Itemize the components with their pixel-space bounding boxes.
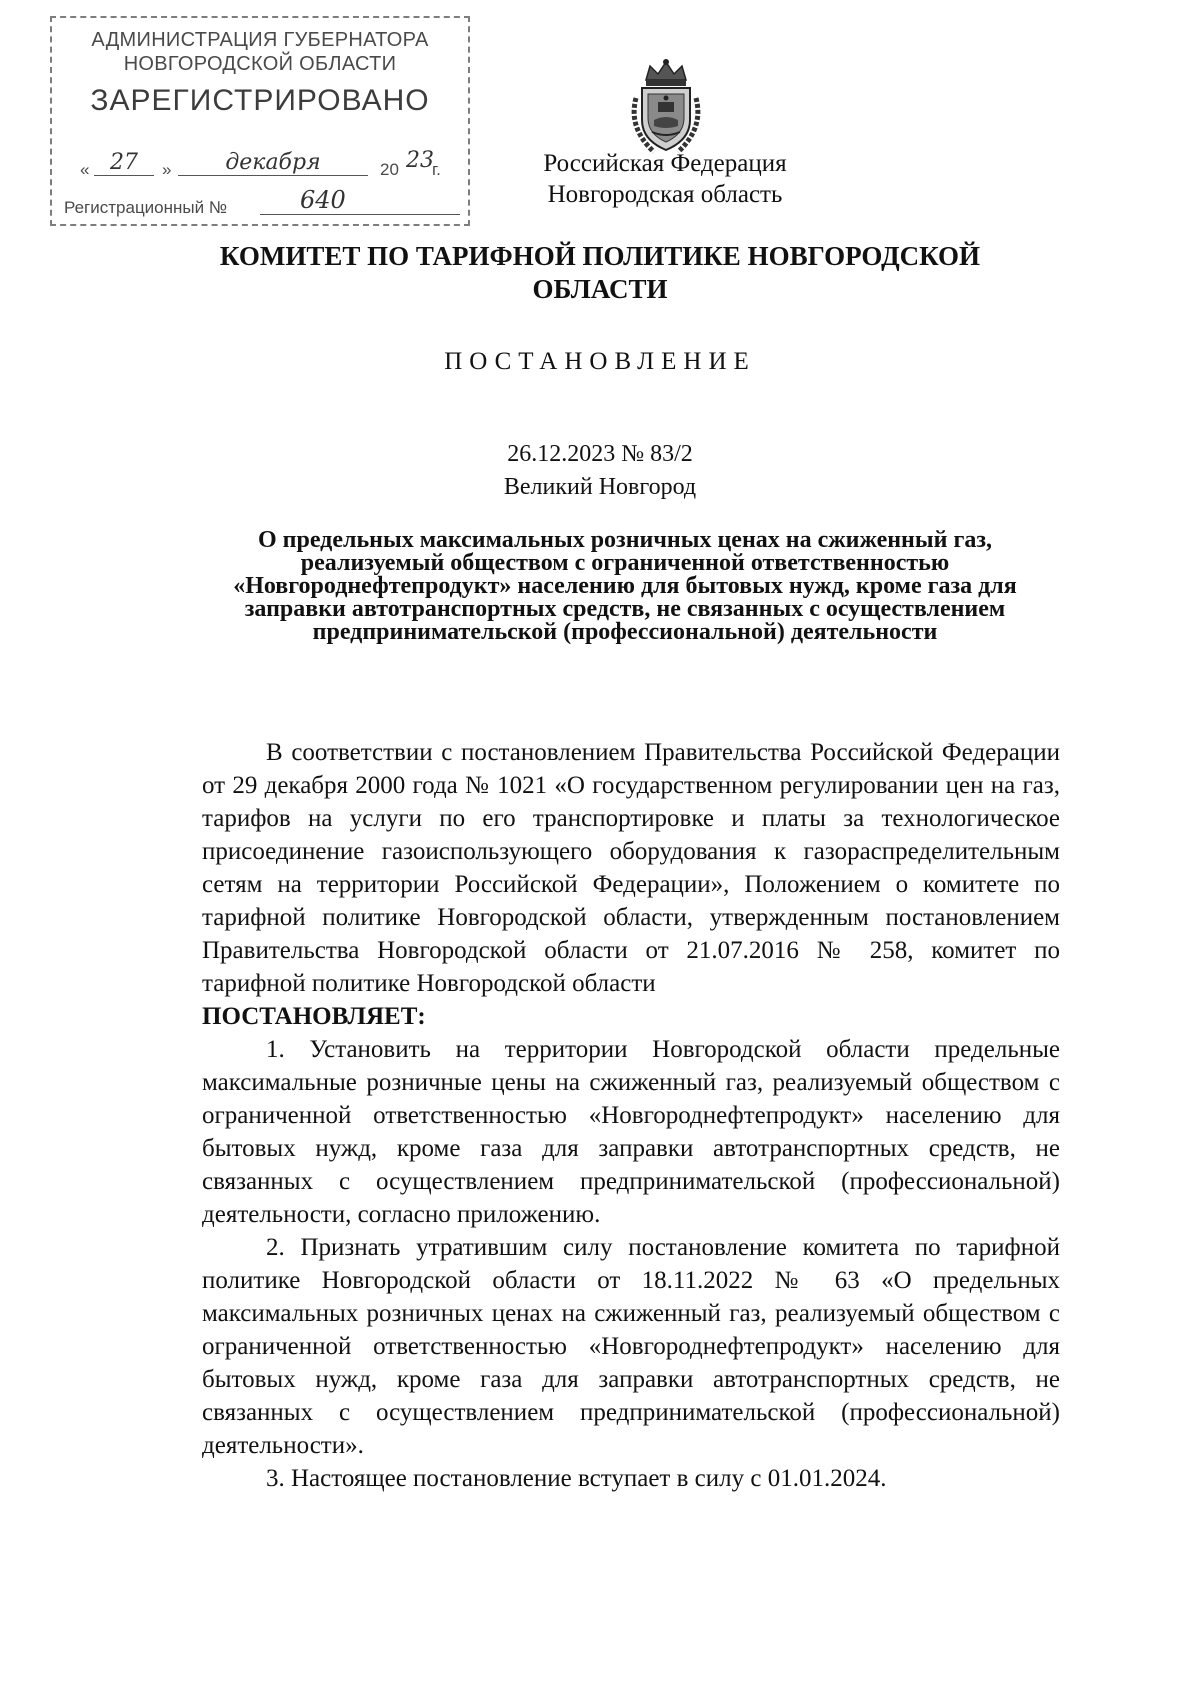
stamp-date <box>80 148 460 188</box>
stamp-year-prefix: 20 <box>380 160 399 179</box>
stamp-year-unit: г. <box>432 160 441 179</box>
stamp-registration-number <box>64 186 346 218</box>
stamp-quote-open: « <box>80 160 90 179</box>
document-type: ПОСТАНОВЛЕНИЕ <box>444 348 756 375</box>
stamp-org-line1: АДМИНИСТРАЦИЯ ГУБЕРНАТОРА <box>91 29 429 51</box>
item-2-paragraph: 2. Признать утратившим силу постановление комитета по тарифной политике Новгородской области от 18.11.2022 № 63 «О предельных максимальных розничных ценах на сжиженный газ, реализуемый обществом с ограниченной ответственностью «Новгороднефтепродукт» населению для бытовых нужд, кроме газа для заправки автотранспортных средств, не связанных с осуществлением предпринимательской (профессиональной) деятельности». <box>202 1234 1060 1459</box>
stamp-reg-number: 640 <box>260 186 460 215</box>
stamp-org-line2: НОВГОРОДСКОЙ ОБЛАСТИ <box>123 53 397 75</box>
stamp-organization <box>52 28 468 76</box>
committee-heading: КОМИТЕТ ПО ТАРИФНОЙ ПОЛИТИКЕ НОВГОРОДСКОЙ ОБЛАСТИ <box>219 241 981 304</box>
document-date-number <box>450 438 750 504</box>
stamp-reg-label: Регистрационный № <box>64 198 228 217</box>
novgorod-coat-of-arms-icon <box>624 58 708 158</box>
region-name: Новгородская область <box>547 181 783 208</box>
stamp-registered: ЗАРЕГИСТРИРОВАНО <box>90 84 430 117</box>
issue-city: Великий Новгород <box>503 474 697 500</box>
item-3-paragraph: 3. Настоящее постановление вступает в силу с 01.01.2024. <box>266 1465 887 1492</box>
stamp-day: 27 <box>94 150 154 176</box>
country-name: Российская Федерация <box>543 150 787 177</box>
decree-heading: ПОСТАНОВЛЯЕТ: <box>202 1003 426 1030</box>
document-body <box>202 736 1060 1495</box>
preamble-paragraph: В соответствии с постановлением Правительства Российской Федерации от 29 декабря 2000 года № 1021 «О государственном регулировании цен на газ, тарифов на услуги по его транспортировке и платы за технологическое присоединение газоиспользующего оборудования к газораспределительным сетям на территории Российской Федерации», Положением о комитете по тарифной политике Новгородской области, утвержденным постановлением Правительства Новгородской области от 21.07.2016 № 258, комитет по тарифной политике Новгородской области <box>202 739 1060 997</box>
document-title: О предельных максимальных розничных ценах на сжиженный газ, реализуемый обществом с ограниченной ответственностью «Новгороднефтепродукт» населению для бытовых нужд, кроме газа для заправки автотранспортных средств, не связанных с осуществлением предпринимательской (профессиональной) деятельности <box>233 527 1017 645</box>
item-1-paragraph: 1. Установить на территории Новгородской области предельные максимальные розничные цены на сжиженный газ, реализуемый обществом с ограниченной ответственностью «Новгороднефтепродукт» населению для бытовых нужд, кроме газа для заправки автотранспортных средств, не связанных с осуществлением предпринимательской (профессиональной) деятельности, согласно приложению. <box>202 1036 1060 1228</box>
issuer-country-region <box>500 148 830 210</box>
stamp-quote-close: » <box>162 160 172 179</box>
registration-stamp <box>50 16 470 226</box>
stamp-month: декабря <box>178 150 368 176</box>
date-and-number: 26.12.2023 № 83/2 <box>507 441 693 467</box>
stamp-year-suffix: 23 <box>406 148 434 173</box>
